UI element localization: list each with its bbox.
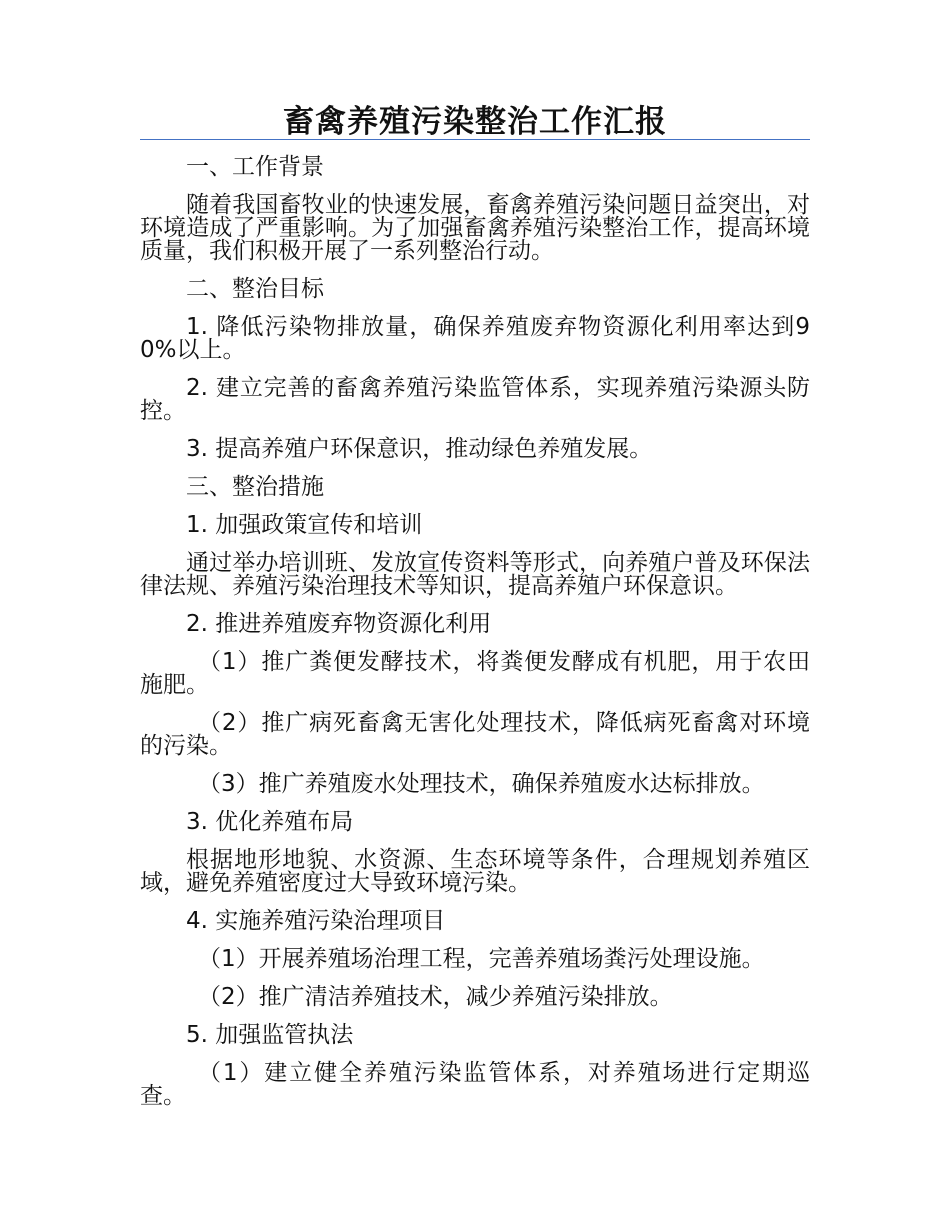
title-underline xyxy=(140,139,810,140)
document-title: 畜禽养殖污染整治工作汇报 xyxy=(283,104,667,140)
section-heading-measures: 三、整治措施 xyxy=(186,474,324,500)
measure-heading-2: 2. 推进养殖废弃物资源化利用 xyxy=(186,611,492,637)
measure-2-sub-item-3: （3）推广养殖废水处理技术，确保养殖废水达标排放。 xyxy=(198,771,765,797)
measure-paragraph-1: 通过举办培训班、发放宣传资料等形式，向养殖户普及环保法律法规、养殖污染治理技术等知识，提高养殖户环保意识。 xyxy=(140,550,810,599)
paragraph-background: 随着我国畜牧业的快速发展，畜禽养殖污染问题日益突出，对环境造成了严重影响。为了加强畜禽养殖污染整治工作，提高环境质量，我们积极开展了一系列整治行动。 xyxy=(140,192,810,264)
measure-4-sub-item-2: （2）推广清洁养殖技术，减少养殖污染排放。 xyxy=(198,984,673,1010)
measure-heading-3: 3. 优化养殖布局 xyxy=(186,809,354,835)
goal-item-1: 1. 降低污染物排放量，确保养殖废弃物资源化利用率达到90%以上。 xyxy=(140,314,810,363)
measure-heading-4: 4. 实施养殖污染治理项目 xyxy=(186,908,446,934)
measure-heading-5: 5. 加强监管执法 xyxy=(186,1022,354,1048)
measure-4-sub-item-1: （1）开展养殖场治理工程，完善养殖场粪污处理设施。 xyxy=(198,946,765,972)
section-heading-goals: 二、整治目标 xyxy=(186,276,324,302)
measure-5-sub-item-1: （1）建立健全养殖污染监管体系，对养殖场进行定期巡查。 xyxy=(140,1060,810,1109)
section-heading-background: 一、工作背景 xyxy=(186,154,324,180)
measure-2-sub-item-1: （1）推广粪便发酵技术，将粪便发酵成有机肥，用于农田施肥。 xyxy=(140,649,810,698)
measure-heading-1: 1. 加强政策宣传和培训 xyxy=(186,512,423,538)
measure-2-sub-item-2: （2）推广病死畜禽无害化处理技术，降低病死畜禽对环境的污染。 xyxy=(140,710,810,759)
measure-paragraph-3: 根据地形地貌、水资源、生态环境等条件，合理规划养殖区域，避免养殖密度过大导致环境污染。 xyxy=(140,847,810,896)
goal-item-2: 2. 建立完善的畜禽养殖污染监管体系，实现养殖污染源头防控。 xyxy=(140,375,810,424)
goal-item-3: 3. 提高养殖户环保意识，推动绿色养殖发展。 xyxy=(186,436,653,462)
document-body xyxy=(140,156,810,1123)
